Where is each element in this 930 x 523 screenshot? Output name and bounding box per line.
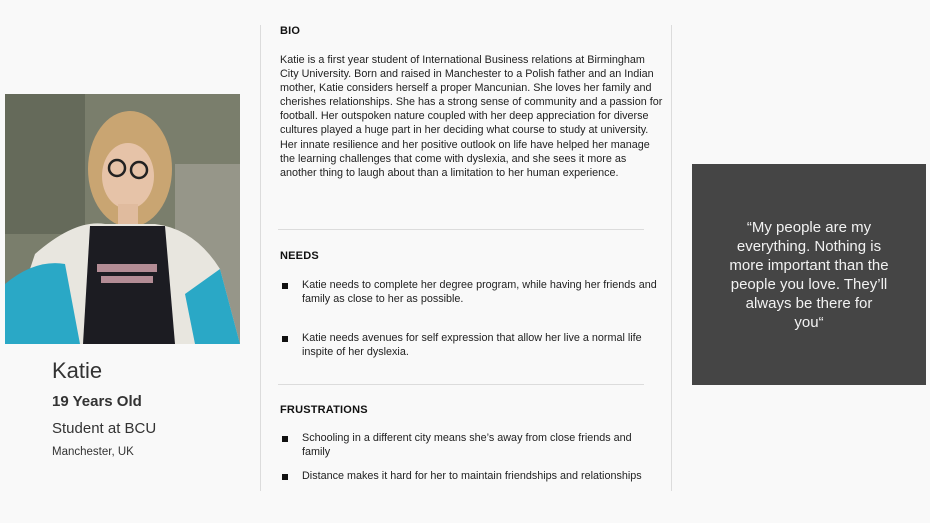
quote-box (692, 164, 926, 385)
needs-heading: NEEDS (280, 250, 319, 262)
frustrations-heading: FRUSTRATIONS (280, 404, 368, 416)
left-column-divider (260, 25, 261, 491)
profile-photo (5, 94, 240, 344)
needs-frustrations-divider (278, 384, 644, 385)
persona-name: Katie (52, 358, 103, 383)
needs-item: Katie needs avenues for self expression that allow her live a normal life inspite of her dyslexia. (302, 332, 642, 358)
bullet-icon (282, 336, 288, 342)
right-column-divider (671, 25, 672, 491)
persona-occupation: Student at BCU (52, 420, 157, 437)
bullet-icon (282, 283, 288, 289)
bullet-icon (282, 474, 288, 480)
frustrations-item: Distance makes it hard for her to maintain friendships and relationships (302, 470, 642, 482)
bullet-icon (282, 436, 288, 442)
persona-age: 19 Years Old (52, 393, 142, 410)
persona-location: Manchester, UK (52, 446, 134, 458)
persona-quote: “My people are my everything. Nothing is more important than the people you love. They’ll always be there for you“ (729, 218, 889, 331)
bio-heading: BIO (280, 25, 301, 37)
bio-text: Katie is a first year student of International Business relations at Birmingham City University. Born and raised in Manchester to a Polish father and an Indian mother, Katie considers herself a proper Mancunian. She loves her family and cherishes relationships. She has a strong sense of community and a passion for football. Her outspoken nature coupled with her deep appreciation for diverse cultures played a huge part in her deciding what course to study at university. Her innate resilience and her positive outlook on life have helped her manage the learning challenges that come with dyslexia, and she sees it more as another thing to laugh about than a limitation to her human experience. (280, 54, 663, 179)
bio-needs-divider (278, 229, 644, 230)
needs-item: Katie needs to complete her degree program, while having her friends and family as close to her as possible. (302, 279, 657, 305)
frustrations-item: Schooling in a different city means she’s away from close friends and family (302, 432, 632, 458)
